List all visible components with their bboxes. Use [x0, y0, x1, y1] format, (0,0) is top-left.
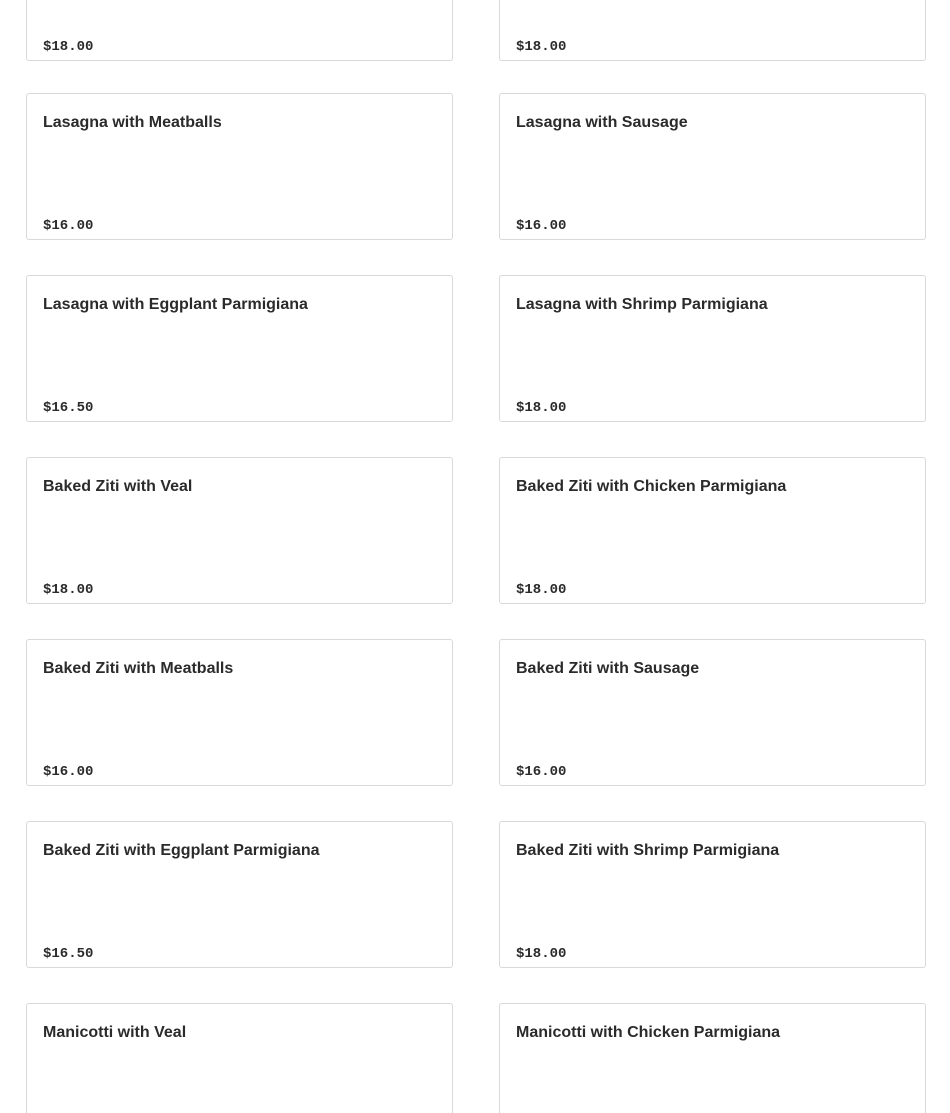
menu-item-name: Lasagna with Meatballs — [43, 114, 222, 131]
menu-item-card[interactable] — [26, 0, 453, 61]
menu-item-price: $18.00 — [516, 400, 567, 416]
menu-item-card[interactable] — [499, 275, 926, 422]
menu-item-price: $16.00 — [43, 764, 94, 780]
menu-item-name: Lasagna with Eggplant Parmigiana — [43, 296, 308, 313]
menu-item-card[interactable] — [26, 275, 453, 422]
menu-item-name: Baked Ziti with Sausage — [516, 660, 700, 677]
menu-item-card[interactable] — [499, 457, 926, 604]
menu-item-card[interactable] — [26, 639, 453, 786]
menu-item-card[interactable] — [26, 93, 453, 240]
menu-item-price: $18.00 — [516, 39, 567, 55]
menu-item-card[interactable] — [26, 457, 453, 604]
menu-item-card[interactable] — [499, 639, 926, 786]
menu-item-name: Baked Ziti with Shrimp Parmigiana — [516, 842, 780, 859]
menu-item-price: $16.50 — [43, 946, 94, 962]
menu-item-price: $18.00 — [43, 39, 94, 55]
menu-item-card[interactable] — [26, 821, 453, 968]
menu-item-name: Manicotti with Veal — [43, 1024, 187, 1041]
menu-item-price: $18.00 — [516, 946, 567, 962]
menu-item-name: Baked Ziti with Chicken Parmigiana — [516, 478, 787, 495]
menu-item-price: $16.00 — [43, 218, 94, 234]
menu-item-name: Baked Ziti with Eggplant Parmigiana — [43, 842, 320, 859]
menu-item-price: $16.50 — [43, 400, 94, 416]
menu-item-price: $18.00 — [43, 582, 94, 598]
menu-item-name: Manicotti with Chicken Parmigiana — [516, 1024, 781, 1041]
menu-item-price: $16.00 — [516, 764, 567, 780]
menu-item-price: $18.00 — [516, 582, 567, 598]
menu-item-card[interactable] — [499, 0, 926, 61]
menu-item-name: Lasagna with Sausage — [516, 114, 688, 131]
menu-item-card[interactable] — [26, 1003, 453, 1113]
menu-item-name: Baked Ziti with Veal — [43, 478, 193, 495]
menu-item-card[interactable] — [499, 93, 926, 240]
menu-item-name: Baked Ziti with Meatballs — [43, 660, 234, 677]
menu-item-card[interactable] — [499, 821, 926, 968]
menu-item-price: $16.00 — [516, 218, 567, 234]
menu-item-card[interactable] — [499, 1003, 926, 1113]
menu-item-name: Lasagna with Shrimp Parmigiana — [516, 296, 768, 313]
